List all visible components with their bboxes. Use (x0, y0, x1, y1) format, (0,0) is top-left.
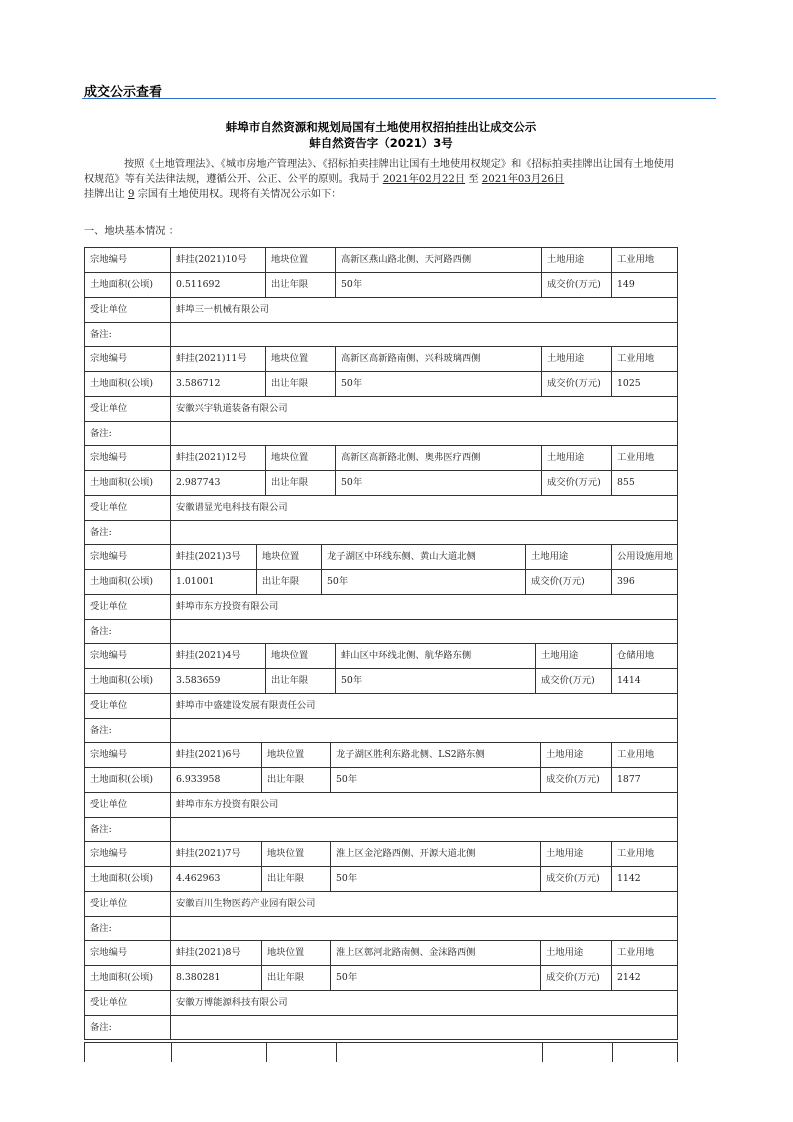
table-row (85, 768, 677, 793)
label-buyer: 受让单位 (85, 496, 171, 520)
label-price: 成交价(万元) (526, 570, 612, 594)
table-row (85, 719, 677, 743)
label-code: 宗地编号 (85, 248, 171, 272)
table-row (85, 991, 677, 1016)
value-term: 50年 (322, 570, 526, 594)
value-location: 蚌山区中环线北侧、航华路东侧 (336, 644, 536, 668)
table-row (85, 273, 677, 298)
value-usage: 公用设施用地 (617, 551, 673, 562)
value-price: 1877 (617, 774, 641, 785)
value-buyer: 安徽百川生物医药产业园有限公司 (176, 898, 316, 909)
label-code: 宗地编号 (85, 644, 171, 668)
plot-count: 9 (128, 189, 135, 200)
label-price: 成交价(万元) (542, 471, 612, 495)
table-row (85, 743, 677, 768)
label-code: 宗地编号 (85, 446, 171, 470)
label-code: 宗地编号 (85, 545, 171, 569)
table-row (85, 867, 677, 892)
label-area: 土地面积(公顷) (85, 966, 171, 990)
table-row (85, 842, 677, 867)
value-code: 蚌挂(2021)10号 (171, 248, 266, 272)
plot-table (84, 445, 678, 545)
value-usage: 工业用地 (617, 452, 655, 463)
intro-to: 至 (468, 174, 479, 185)
value-code: 蚌挂(2021)6号 (171, 743, 262, 767)
label-area: 土地面积(公顷) (85, 570, 171, 594)
table-row (85, 1016, 677, 1040)
label-price: 成交价(万元) (542, 273, 612, 297)
value-term: 50年 (331, 867, 541, 891)
table-row (85, 545, 677, 570)
table-row (85, 347, 677, 372)
label-code: 宗地编号 (85, 347, 171, 371)
table-row (85, 620, 677, 644)
label-buyer: 受让单位 (85, 892, 171, 916)
label-buyer: 受让单位 (85, 397, 171, 421)
value-location: 淮上区鄣河北路南侧、金沫路西侧 (331, 941, 541, 965)
table-row (85, 397, 677, 422)
value-buyer: 安徽兴宇轨道装备有限公司 (176, 403, 288, 414)
table-continuation (84, 1042, 678, 1062)
intro-paragraph (84, 157, 678, 202)
label-term: 出让年限 (262, 966, 331, 990)
value-term: 50年 (331, 768, 541, 792)
label-location: 地块位置 (262, 941, 331, 965)
value-buyer: 蚌埠三一机械有限公司 (176, 304, 269, 315)
table-row (85, 496, 677, 521)
plot-table (84, 742, 678, 842)
table-row (85, 595, 677, 620)
value-code: 蚌挂(2021)7号 (171, 842, 262, 866)
value-location: 高新区高新路南侧、兴科玻璃西侧 (336, 347, 542, 371)
label-usage: 土地用途 (542, 248, 612, 272)
end-date: 2021年03月26日 (481, 174, 565, 185)
label-area: 土地面积(公顷) (85, 768, 171, 792)
plot-table (84, 247, 678, 347)
value-term: 50年 (331, 966, 541, 990)
label-usage: 土地用途 (536, 644, 612, 668)
value-usage: 工业用地 (617, 353, 655, 364)
value-code: 蚌挂(2021)3号 (171, 545, 257, 569)
value-location: 高新区高新路北侧、奥弗医疗西侧 (336, 446, 542, 470)
table-row (85, 446, 677, 471)
label-term: 出让年限 (266, 372, 336, 396)
table-row (85, 644, 677, 669)
value-remark (171, 323, 679, 347)
plot-table (84, 544, 678, 644)
value-code: 蚌挂(2021)8号 (171, 941, 262, 965)
document-number: 蚌自然资告字（2021）3号 (309, 136, 453, 150)
value-remark (171, 521, 679, 545)
plot-table (84, 346, 678, 446)
value-location: 淮上区金沱路西侧、开源大道北侧 (331, 842, 541, 866)
label-area: 土地面积(公顷) (85, 867, 171, 891)
label-area: 土地面积(公顷) (85, 669, 171, 693)
label-remark: 备注: (85, 422, 171, 446)
label-location: 地块位置 (262, 743, 331, 767)
value-usage: 工业用地 (617, 947, 655, 958)
label-term: 出让年限 (262, 867, 331, 891)
table-row (85, 818, 677, 842)
value-price: 855 (617, 477, 635, 488)
value-remark (171, 1016, 679, 1040)
table-row (85, 694, 677, 719)
label-remark: 备注: (85, 323, 171, 347)
label-remark: 备注: (85, 1016, 171, 1040)
value-area: 8.380281 (171, 966, 262, 990)
table-row (85, 669, 677, 694)
label-location: 地块位置 (266, 446, 336, 470)
value-price: 1142 (617, 873, 641, 884)
label-location: 地块位置 (257, 545, 322, 569)
value-area: 0.511692 (171, 273, 266, 297)
label-buyer: 受让单位 (85, 694, 171, 718)
value-buyer: 蚌埠市中盛建设发展有限责任公司 (176, 700, 316, 711)
label-remark: 备注: (85, 917, 171, 941)
table-row (85, 323, 677, 347)
value-price: 396 (617, 576, 635, 587)
label-term: 出让年限 (266, 471, 336, 495)
label-price: 成交价(万元) (541, 867, 612, 891)
value-location: 龙子湖区中环线东侧、黄山大道北侧 (322, 545, 526, 569)
value-code: 蚌挂(2021)11号 (171, 347, 266, 371)
intro-text-2: 挂牌出让 (84, 189, 125, 200)
label-usage: 土地用途 (542, 446, 612, 470)
table-row (85, 298, 677, 323)
label-area: 土地面积(公顷) (85, 471, 171, 495)
label-code: 宗地编号 (85, 842, 171, 866)
label-term: 出让年限 (266, 669, 336, 693)
table-row (85, 941, 677, 966)
value-buyer: 蚌埠市东方投资有限公司 (176, 799, 279, 810)
plot-table (84, 643, 678, 743)
table-row (85, 422, 677, 446)
section-title: 一、地块基本情况 ： (84, 226, 179, 237)
value-term: 50年 (336, 372, 542, 396)
label-code: 宗地编号 (85, 743, 171, 767)
value-area: 3.583659 (171, 669, 266, 693)
value-term: 50年 (336, 471, 542, 495)
value-remark (171, 620, 679, 644)
value-buyer: 安徽谱显光电科技有限公司 (176, 502, 288, 513)
value-price: 149 (617, 279, 635, 290)
value-usage: 仓储用地 (617, 650, 655, 661)
label-location: 地块位置 (266, 644, 336, 668)
table-row (85, 471, 677, 496)
label-location: 地块位置 (262, 842, 331, 866)
table-row (85, 892, 677, 917)
table-row (85, 521, 677, 545)
value-price: 1414 (617, 675, 641, 686)
label-term: 出让年限 (262, 768, 331, 792)
table-row (85, 372, 677, 397)
label-usage: 土地用途 (542, 347, 612, 371)
table-row (85, 570, 677, 595)
label-buyer: 受让单位 (85, 595, 171, 619)
value-area: 4.462963 (171, 867, 262, 891)
value-code: 蚌挂(2021)12号 (171, 446, 266, 470)
start-date: 2021年02月22日 (382, 174, 466, 185)
value-usage: 工业用地 (617, 254, 655, 265)
label-remark: 备注: (85, 818, 171, 842)
plot-table (84, 940, 678, 1040)
value-term: 50年 (336, 273, 542, 297)
value-location: 高新区燕山路北侧、天河路西侧 (336, 248, 542, 272)
value-usage: 工业用地 (617, 749, 655, 760)
label-buyer: 受让单位 (85, 793, 171, 817)
value-area: 3.586712 (171, 372, 266, 396)
label-location: 地块位置 (266, 347, 336, 371)
document-title: 蚌埠市自然资源和规划局国有土地使用权招拍挂出让成交公示 (225, 120, 537, 134)
label-buyer: 受让单位 (85, 298, 171, 322)
intro-text-3: 宗国有土地使用权。现将有关情况公示如下： (137, 189, 342, 200)
value-buyer: 安徽万博能源科技有限公司 (176, 997, 288, 1008)
label-remark: 备注: (85, 719, 171, 743)
table-row (85, 793, 677, 818)
label-usage: 土地用途 (541, 842, 612, 866)
label-usage: 土地用途 (526, 545, 612, 569)
value-code: 蚌挂(2021)4号 (171, 644, 266, 668)
table-row (85, 248, 677, 273)
value-remark (171, 422, 679, 446)
value-area: 1.01001 (171, 570, 257, 594)
value-price: 2142 (617, 972, 641, 983)
value-price: 1025 (617, 378, 641, 389)
label-usage: 土地用途 (541, 743, 612, 767)
label-price: 成交价(万元) (536, 669, 612, 693)
page-header-title: 成交公示查看 (84, 85, 163, 100)
label-price: 成交价(万元) (541, 768, 612, 792)
value-usage: 工业用地 (617, 848, 655, 859)
header-divider (82, 98, 716, 99)
value-term: 50年 (336, 669, 536, 693)
label-code: 宗地编号 (85, 941, 171, 965)
value-area: 6.933958 (171, 768, 262, 792)
value-location: 龙子湖区胜利东路北侧、LS2路东侧 (331, 743, 541, 767)
label-remark: 备注: (85, 620, 171, 644)
label-price: 成交价(万元) (541, 966, 612, 990)
value-area: 2.987743 (171, 471, 266, 495)
label-price: 成交价(万元) (542, 372, 612, 396)
table-row (85, 917, 677, 941)
label-usage: 土地用途 (541, 941, 612, 965)
table-row (85, 966, 677, 991)
label-buyer: 受让单位 (85, 991, 171, 1015)
label-location: 地块位置 (266, 248, 336, 272)
label-remark: 备注: (85, 521, 171, 545)
value-buyer: 蚌埠市东方投资有限公司 (176, 601, 279, 612)
value-remark (171, 818, 679, 842)
value-remark (171, 917, 679, 941)
plot-table (84, 841, 678, 941)
label-area: 土地面积(公顷) (85, 372, 171, 396)
value-remark (171, 719, 679, 743)
label-term: 出让年限 (266, 273, 336, 297)
label-area: 土地面积(公顷) (85, 273, 171, 297)
label-term: 出让年限 (257, 570, 322, 594)
intro-text-1: 按照《土地管理法》、《城市房地产管理法》、《招标拍卖挂牌出让国有土地使用权规定》和《招标拍卖挂牌出让国有土地使用权规范》等有关法律法规，遵循公开、公正、公平的原则。我局于 (84, 159, 675, 185)
